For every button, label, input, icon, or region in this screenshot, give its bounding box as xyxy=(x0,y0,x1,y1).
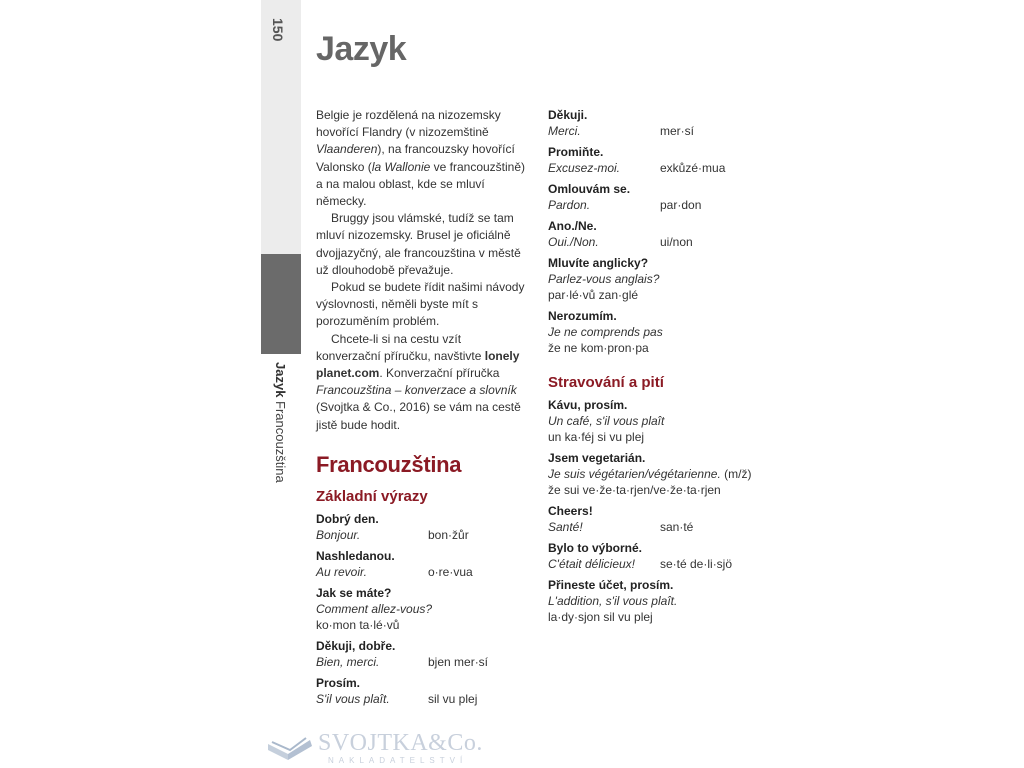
phrase-item: Prosím. S'il vous plaît. sil vu plej xyxy=(316,675,478,706)
basics-list xyxy=(316,511,528,707)
phrase-item: Omlouvám se. Pardon. par·don xyxy=(548,182,702,212)
page-title: Jazyk xyxy=(316,30,407,68)
left-column xyxy=(316,107,528,712)
book-logo-icon xyxy=(266,734,314,762)
phrase-item: Děkuji. Merci. mer·sí xyxy=(548,108,694,138)
page-number: 150 xyxy=(270,18,286,42)
phrase-item: Ano./Ne. Oui./Non. ui/non xyxy=(548,219,693,249)
phrase-item: Cheers! Santé! san·té xyxy=(548,504,694,534)
intro-text xyxy=(316,107,528,434)
intro-paragraph-2: Bruggy jsou vlámské, tudíž se tam mluví nizozemsky. Brusel je oficiálně dvojjazyčný, ale francouzština v městě už dlouhodobě převažuje. xyxy=(316,211,521,277)
phrase-item: Jak se máte? Comment allez-vous? ko·mon ta·lé·vů xyxy=(316,585,433,632)
phrase-item: Mluvíte anglicky? Parlez-vous anglais? par·lé·vů zan·glé xyxy=(548,256,660,302)
side-header-rest: Francouzština xyxy=(273,397,288,483)
intro-paragraph-4: Chcete-li si na cestu vzít konverzační příručku, navštivte lonely planet.com. Konverzační příručka Francouzština – konverzace a slovník (Svojtka & Co., 2016) se vám na cestě jistě bude hodit. xyxy=(316,331,521,432)
section-title: Francouzština xyxy=(316,451,462,477)
logo-subtitle: NAKLADATELSTVÍ xyxy=(328,756,468,765)
logo-name: SVOJTKA&Co. xyxy=(318,730,483,756)
right-column xyxy=(548,107,788,630)
phrase-item: Jsem vegetarián. Je suis végétarien/végétarienne. (m/ž) že sui ve·že·ta·rjen/ve·že·ta·rjen xyxy=(548,451,752,497)
publisher-logo xyxy=(266,730,483,766)
side-strip-marker xyxy=(261,254,301,354)
phrase-item: Bylo to výborné. C'était délicieux! se·té de·li·sjö xyxy=(548,541,733,571)
intro-paragraph-1: Belgie je rozdělená na nizozemsky hovořící Flandry (v nizozemštině Vlaanderen), na francouzsky hovořící Valonsko (la Wallonie ve francouzštině) a na malou oblast, kde se mluví německy. xyxy=(316,108,526,209)
basics-subtitle: Základní výrazy xyxy=(316,487,428,505)
phrase-item: Kávu, prosím. Un café, s'il vous plaît un ka·féj si vu plej xyxy=(548,398,665,444)
phrase-item: Nerozumím. Je ne comprends pas že ne kom·pron·pa xyxy=(548,309,663,355)
phrase-item: Dobrý den. Bonjour. bon·žůr xyxy=(316,511,469,542)
side-header-bold: Jazyk xyxy=(273,362,288,398)
phrase-item: Promiňte. Excusez-moi. exkůzé·mua xyxy=(548,145,726,175)
phrase-item: Děkuji, dobře. Bien, merci. bjen mer·sí xyxy=(316,638,489,669)
intro-paragraph-3: Pokud se budete řídit našimi návody výslovnosti, něměli byste mít s porozuměním problém. xyxy=(316,280,525,329)
dining-subtitle: Stravování a pití xyxy=(548,374,664,391)
side-running-header xyxy=(273,362,288,483)
phrase-item: Přineste účet, prosím. L'addition, s'il vous plaît. la·dy·sjon sil vu plej xyxy=(548,578,678,624)
phrase-item: Nashledanou. Au revoir. o·re·vua xyxy=(316,548,473,579)
